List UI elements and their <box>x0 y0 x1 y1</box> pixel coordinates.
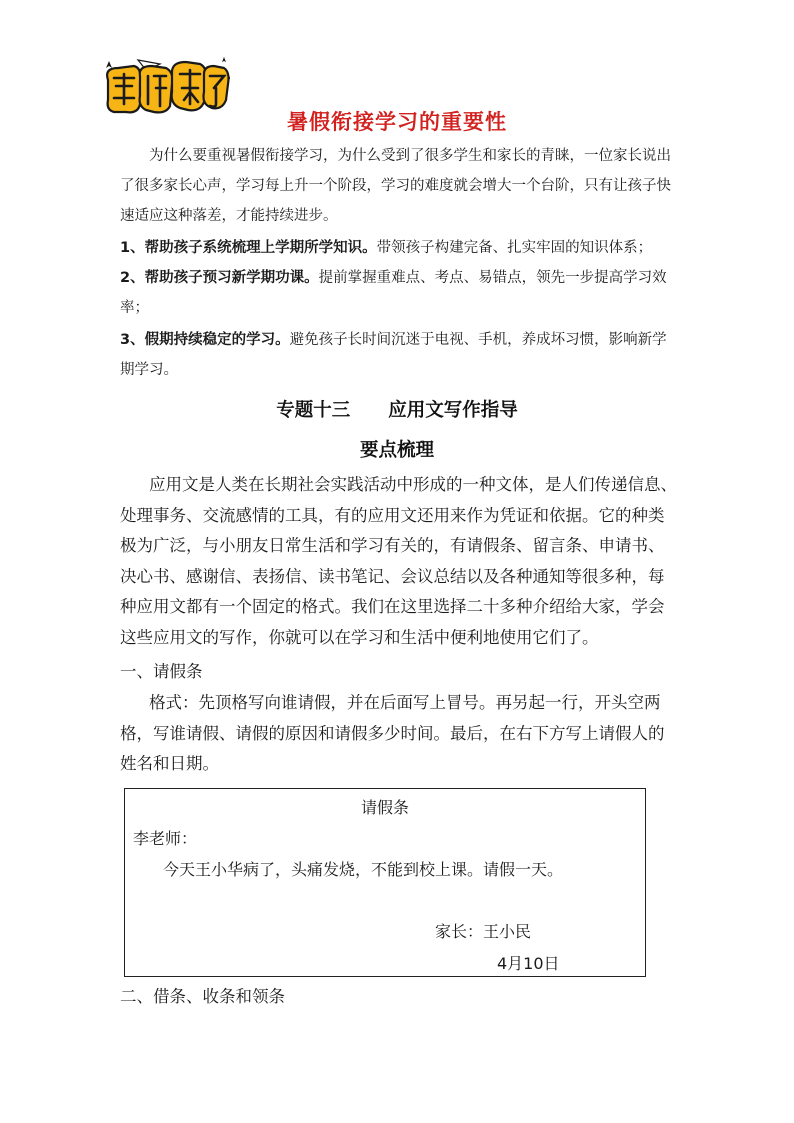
intro-point-2-lead: 2、帮助孩子预习新学期功课。 <box>120 270 319 286</box>
item1-format: 格式：先顶格写向谁请假，并在后面写上冒号。再另起一行，开头空两格，写谁请假、请假的原因和请假多少时间。最后，在右下方写上请假人的姓名和日期。 <box>120 693 665 773</box>
intro-point-3-text: 避免孩子长时间沉迷于电视、手机，养成坏习惯，影响新学期学习。 <box>120 332 667 378</box>
intro-point-2-text: 提前掌握重难点、考点、易错点，领先一步提高学习效率； <box>120 270 667 316</box>
intro-point-1-lead: 1、帮助孩子系统梳理上学期所学知识。 <box>120 240 377 256</box>
topic-heading <box>0 396 794 422</box>
example-date: 4月10日 <box>497 954 560 973</box>
intro-point-1 <box>120 233 680 263</box>
overview-paragraph: 应用文是人类在长期社会实践活动中形成的一种文体，是人们传递信息、处理事务、交流感情的工具，有的应用文还用来作为凭证和依据。它的种类极为广泛，与小朋友日常生活和学习有关的，有请假条、留言条、申请书、决心书、感谢信、表扬信、读书笔记、会议总结以及各种通知等很多种，每种应用文都有一个固定的格式。我们在这里选择二十多种介绍给大家，学会这些应用文的写作，你就可以在学习和生活中便利地使用它们了。 <box>120 475 677 647</box>
section-heading: 要点梳理 <box>359 440 434 461</box>
example-salutation: 李老师： <box>133 829 198 848</box>
item1-heading: 一、请假条 <box>120 662 203 681</box>
intro-point-3-lead: 3、假期持续稳定的学习。 <box>120 332 290 348</box>
topic-title: 应用文写作指导 <box>388 400 518 421</box>
example-signature: 家长：王小民 <box>435 922 532 941</box>
topic-number: 专题十三 <box>276 400 351 421</box>
item2-heading: 二、借条、收条和领条 <box>120 987 285 1006</box>
intro-paragraph: 为什么要重视暑假衔接学习，为什么受到了很多学生和家长的青睐，一位家长说出了很多家长心声，学习每上升一个阶段，学习的难度就会增大一个台阶，只有让孩子快速适应这种落差，才能持续进步。 <box>120 148 671 224</box>
intro-point-1-text: 带领孩子构建完备、扎实牢固的知识体系； <box>376 240 653 256</box>
example-body: 今天王小华病了，头痛发烧，不能到校上课。请假一天。 <box>163 860 564 879</box>
example-title: 请假条 <box>360 798 409 817</box>
intro-title: 暑假衔接学习的重要性 <box>287 110 507 134</box>
intro-point-2 <box>120 263 680 323</box>
leave-note-example <box>124 788 646 977</box>
intro-point-3 <box>120 325 680 385</box>
